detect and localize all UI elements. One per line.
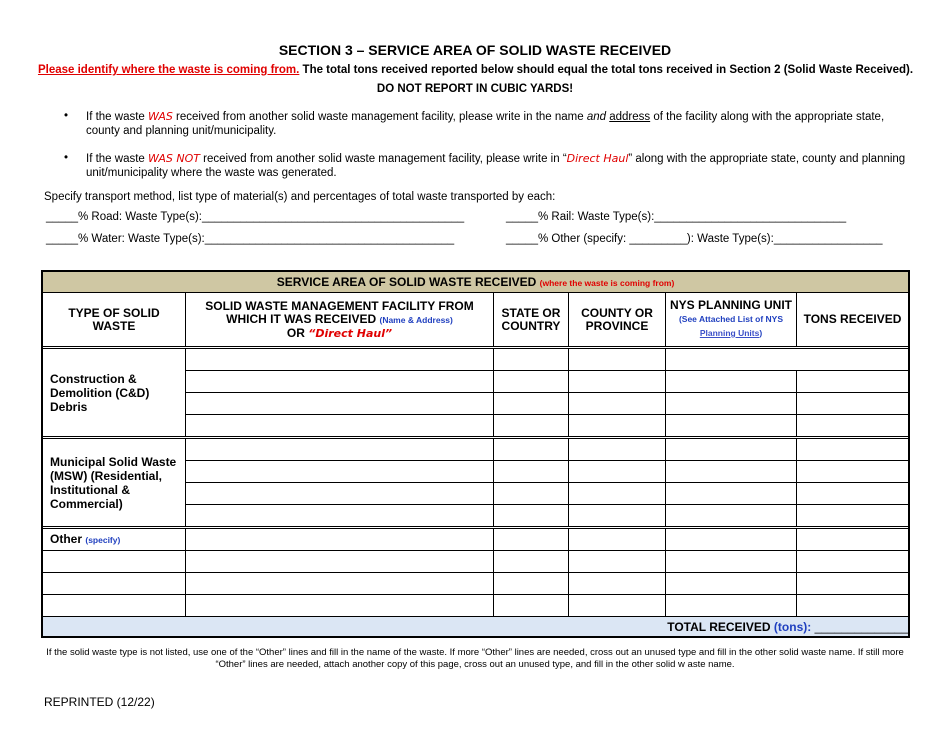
table-row [43,529,909,551]
instruction-line [23,64,928,76]
county-cell[interactable] [569,529,666,551]
tons-cell[interactable] [797,529,909,551]
planning-units-link[interactable]: Planning Units [699,328,760,338]
type-other[interactable]: Other (specify) [43,529,186,551]
facility-cell[interactable] [186,573,494,595]
state-cell[interactable] [494,573,569,595]
nys-cell[interactable] [666,371,797,393]
col-header-tons: TONS RECEIVED [797,293,909,347]
state-cell[interactable] [494,595,569,617]
county-cell[interactable] [569,505,666,527]
col-header-nys: NYS PLANNING UNIT (See Attached List of NYS Planning Units) [666,293,797,347]
nys-cell[interactable] [666,483,797,505]
county-cell[interactable] [569,595,666,617]
state-cell[interactable] [494,529,569,551]
county-cell[interactable] [569,461,666,483]
type-msw: Municipal Solid Waste (MSW) (Residential, Institutional & Commercial) [43,439,186,527]
state-cell[interactable] [494,349,569,371]
tons-cell[interactable] [797,595,909,617]
state-cell[interactable] [494,371,569,393]
facility-cell[interactable] [186,551,494,573]
nys-cell[interactable] [666,529,797,551]
state-cell[interactable] [494,393,569,415]
nys-cell[interactable] [666,551,797,573]
tons-cell[interactable] [797,461,909,483]
type-other-blank[interactable] [43,595,186,617]
col-header-state: STATE OR COUNTRY [494,293,569,347]
bullet-text: If the waste WAS received from another solid waste management facility, please write in the name and address of the facility along with the appropriate state, county and planning unit/municipality. [86,110,885,137]
nys-cell[interactable] [666,349,909,371]
table-row [43,573,909,595]
type-cd-debris: Construction & Demolition (C&D) Debris [43,349,186,437]
facility-cell[interactable] [186,595,494,617]
col-header-facility: SOLID WASTE MANAGEMENT FACILITY FROM WHICH IT WAS RECEIVED (Name & Address) OR “Direct Haul” [186,293,494,347]
rail-line[interactable]: _____% Rail: Waste Type(s):______________________________ [506,211,847,223]
nys-cell[interactable] [666,439,797,461]
bullet-dot: • [64,110,69,122]
total-tons-input[interactable]: ______________ [814,619,909,634]
type-other-blank[interactable] [43,551,186,573]
facility-cell[interactable] [186,439,494,461]
state-cell[interactable] [494,551,569,573]
tons-cell[interactable] [797,483,909,505]
footnote: If the solid waste type is not listed, use one of the “Other” lines and fill in the name of the waste. If more “Other” lines are needed, cross out an unused type and fill in the other solid waste name. If still more “Other” lines are needed, attach another copy of this page, cross out an unused type, and fill in the other solid w aste name. [46,647,904,670]
county-cell[interactable] [569,551,666,573]
state-cell[interactable] [494,483,569,505]
facility-cell[interactable] [186,461,494,483]
bullet-text: If the waste WAS NOT received from another solid waste management facility, please write in “Direct Haul” along with the appropriate state, county and planning unit/municipality where the waste was generated. [86,152,906,179]
tons-cell[interactable] [797,371,909,393]
water-line[interactable]: _____% Water: Waste Type(s):_______________________________________ [46,233,455,245]
tons-cell[interactable] [797,551,909,573]
county-cell[interactable] [569,439,666,461]
instruction-red: Please identify where the waste is coming from. [37,64,300,76]
road-line[interactable]: _____% Road: Waste Type(s):_________________________________________ [46,211,465,223]
county-cell[interactable] [569,393,666,415]
table-banner: SERVICE AREA OF SOLID WASTE RECEIVED (where the waste is coming from) [43,272,909,293]
facility-cell[interactable] [186,371,494,393]
nys-cell[interactable] [666,393,797,415]
banner-note: (where the waste is coming from) [539,278,675,288]
instruction-rest: The total tons received reported below should equal the total tons received in Section 2 (Solid Waste Received). [299,64,914,76]
tons-cell[interactable] [797,415,909,437]
facility-cell[interactable] [186,505,494,527]
table-row [43,595,909,617]
county-cell[interactable] [569,483,666,505]
col-header-county: COUNTY OR PROVINCE [569,293,666,347]
county-cell[interactable] [569,415,666,437]
section-title: SECTION 3 – SERVICE AREA OF SOLID WASTE RECEIVED [278,42,672,58]
nys-cell[interactable] [666,415,797,437]
no-cubic-yards-warning: DO NOT REPORT IN CUBIC YARDS! [376,83,574,95]
tons-cell[interactable] [797,505,909,527]
transport-prompt: Specify transport method, list type of material(s) and percentages of total waste transported by each: [44,191,556,203]
nys-cell[interactable] [666,461,797,483]
table-row [43,439,909,461]
other-line[interactable]: _____% Other (specify: _________): Waste Type(s):_________________ [506,233,883,245]
facility-cell[interactable] [186,393,494,415]
tons-cell[interactable] [797,393,909,415]
state-cell[interactable] [494,505,569,527]
total-received-row: TOTAL RECEIVED (tons): ______________ [43,617,909,637]
county-cell[interactable] [569,573,666,595]
state-cell[interactable] [494,439,569,461]
table-row [43,349,909,371]
service-area-table [42,271,909,637]
county-cell[interactable] [569,349,666,371]
facility-cell[interactable] [186,529,494,551]
bullet-dot: • [64,152,69,164]
nys-cell[interactable] [666,595,797,617]
facility-cell[interactable] [186,349,494,371]
tons-cell[interactable] [797,573,909,595]
state-cell[interactable] [494,415,569,437]
facility-cell[interactable] [186,483,494,505]
type-other-blank[interactable] [43,573,186,595]
nys-cell[interactable] [666,573,797,595]
tons-cell[interactable] [797,439,909,461]
state-cell[interactable] [494,461,569,483]
county-cell[interactable] [569,371,666,393]
facility-cell[interactable] [186,415,494,437]
nys-cell[interactable] [666,505,797,527]
table-row [43,551,909,573]
col-header-type: TYPE OF SOLID WASTE [43,293,186,347]
reprinted-date: REPRINTED (12/22) [44,695,155,709]
